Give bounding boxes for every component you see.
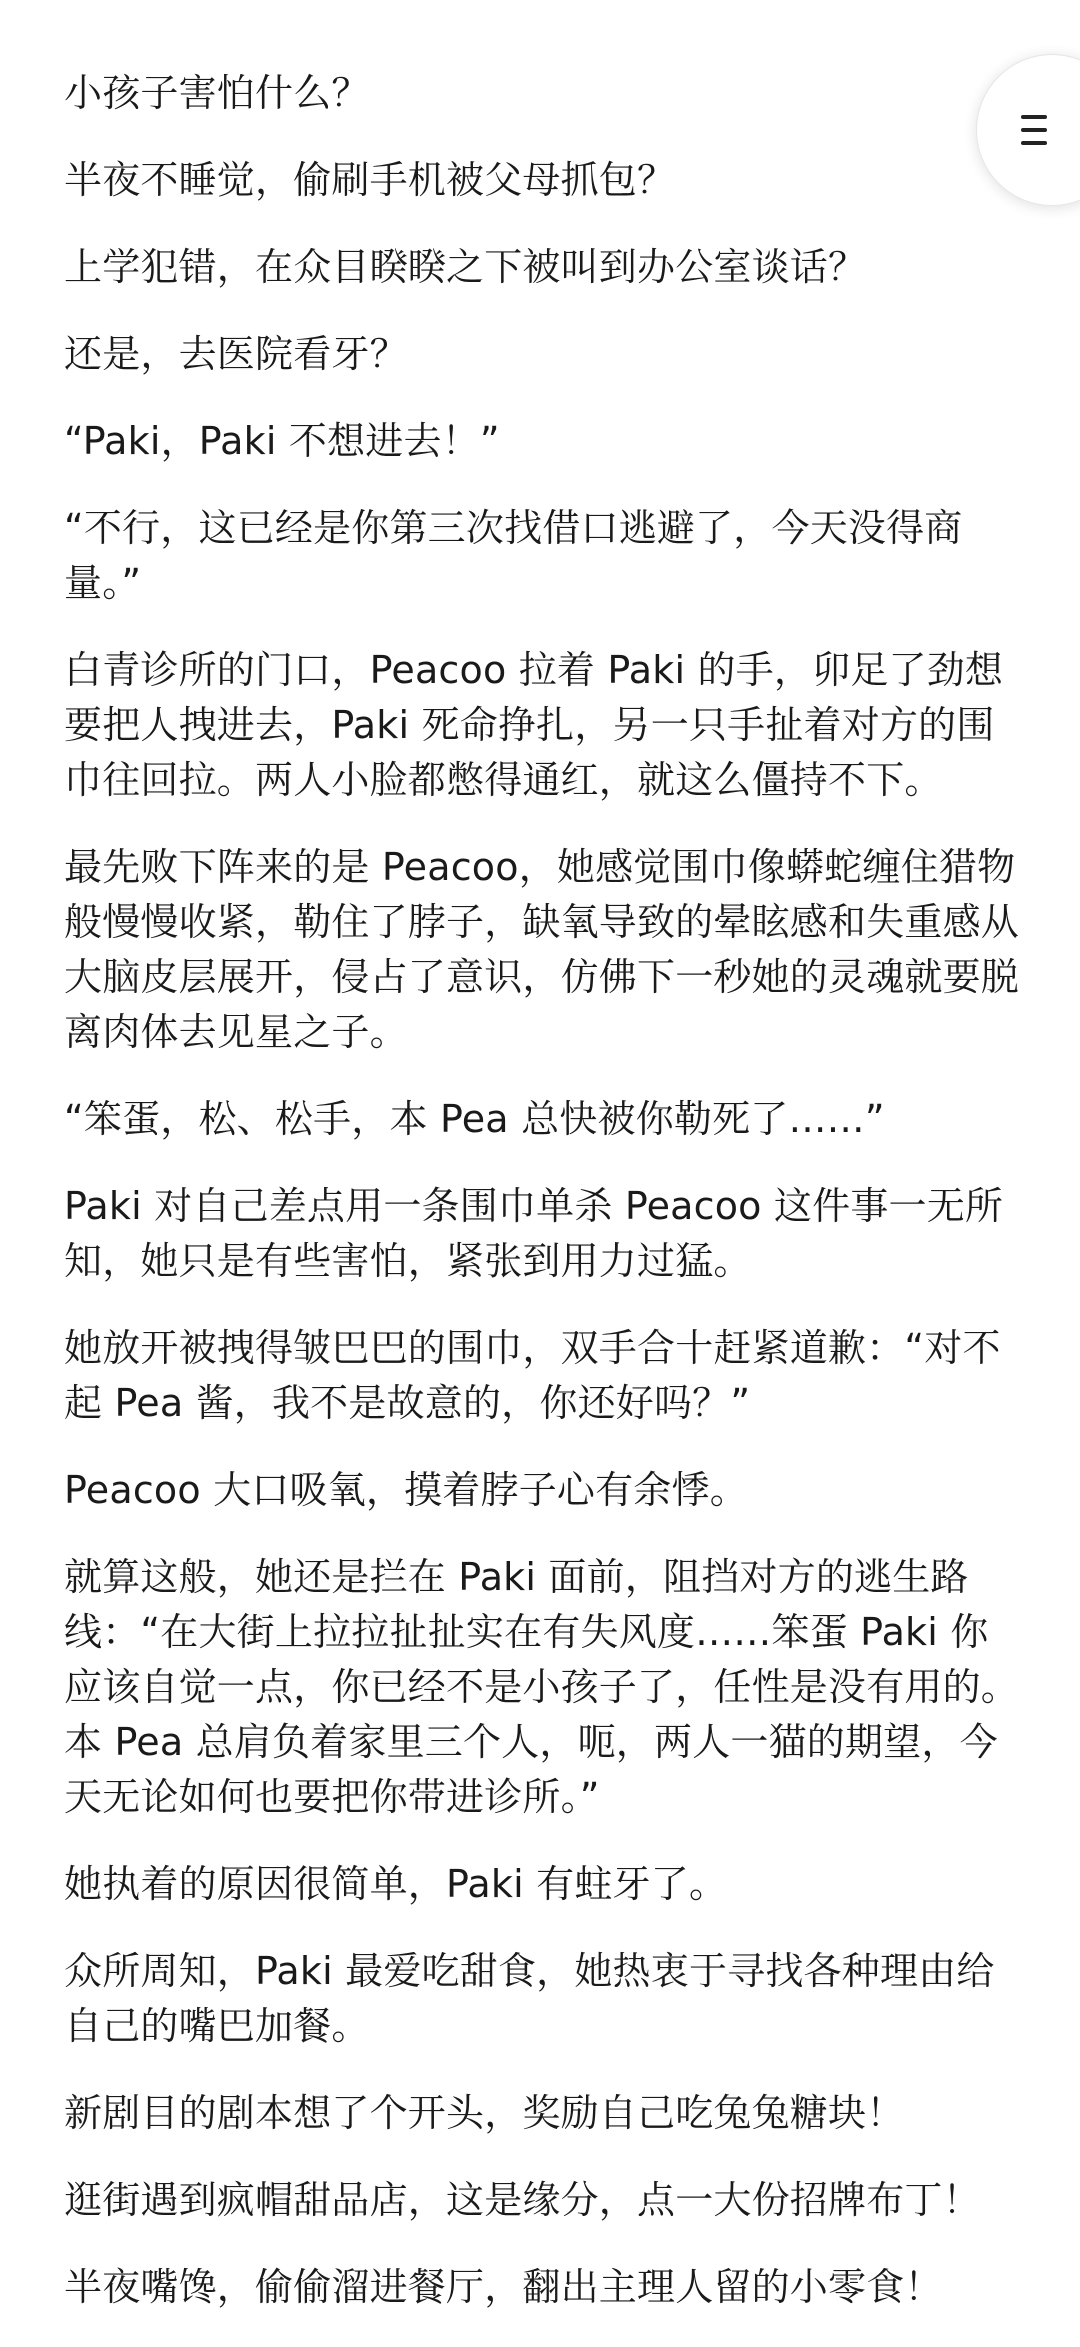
article-body [64, 66, 1019, 2347]
paragraph: Peacoo 大口吸氧，摸着脖子心有余悸。 [64, 1468, 748, 1512]
paragraph: 还是，去医院看牙？ [64, 332, 408, 376]
paragraph: 她执着的原因很简单，Paki 有蛀牙了。 [64, 1862, 728, 1906]
paragraph: “笨蛋，松、松手，本 Pea 总快被你勒死了……” [64, 1097, 885, 1141]
paragraph: 她放开被拽得皱巴巴的围巾，双手合十赶紧道歉：“对不起 Pea 酱，我不是故意的，你还好吗？” [64, 1326, 1001, 1425]
paragraph: “不行，这已经是你第三次找借口逃避了，今天没得商量。” [64, 506, 963, 605]
paragraph: 半夜嘴馋，偷偷溜进餐厅，翻出主理人留的小零食！ [64, 2265, 943, 2309]
paragraph: 白青诊所的门口，Peacoo 拉着 Paki 的手，卯足了劲想要把人拽进去，Paki 死命挣扎，另一只手扯着对方的围巾往回拉。两人小脸都憋得通红，就这么僵持不下。 [64, 648, 1004, 802]
paragraph: 众所周知，Paki 最爱吃甜食，她热衷于寻找各种理由给自己的嘴巴加餐。 [64, 1949, 995, 2048]
paragraph: “Paki，Paki 不想进去！” [64, 419, 500, 463]
paragraph: 上学犯错，在众目睽睽之下被叫到办公室谈话？ [64, 245, 867, 289]
paragraph: Paki 对自己差点用一条围巾单杀 Peacoo 这件事一无所知，她只是有些害怕，紧张到用力过猛。 [64, 1184, 1004, 1283]
paragraph: 小孩子害怕什么？ [64, 71, 370, 115]
paragraph: 新剧目的剧本想了个开头，奖励自己吃兔兔糖块！ [64, 2091, 905, 2135]
paragraph: 最先败下阵来的是 Peacoo，她感觉围巾像蟒蛇缠住猎物般慢慢收紧，勒住了脖子，缺氧导致的晕眩感和失重感从大脑皮层展开，侵占了意识，仿佛下一秒她的灵魂就要脱离肉体去见星之子。 [64, 845, 1020, 1054]
paragraph: 就算这般，她还是拦在 Paki 面前，阻挡对方的逃生路线：“在大街上拉拉扯扯实在有失风度……笨蛋 Paki 你应该自觉一点，你已经不是小孩子了，任性是没有用的。本 Pea 总肩负着家里三个人，呃，两人一猫的期望，今天无论如何也要把你带进诊所。” [64, 1555, 1020, 1819]
menu-icon [1021, 115, 1047, 145]
paragraph: 逛街遇到疯帽甜品店，这是缘分，点一大份招牌布丁！ [64, 2178, 981, 2222]
paragraph: 半夜不睡觉，偷刷手机被父母抓包？ [64, 158, 676, 202]
